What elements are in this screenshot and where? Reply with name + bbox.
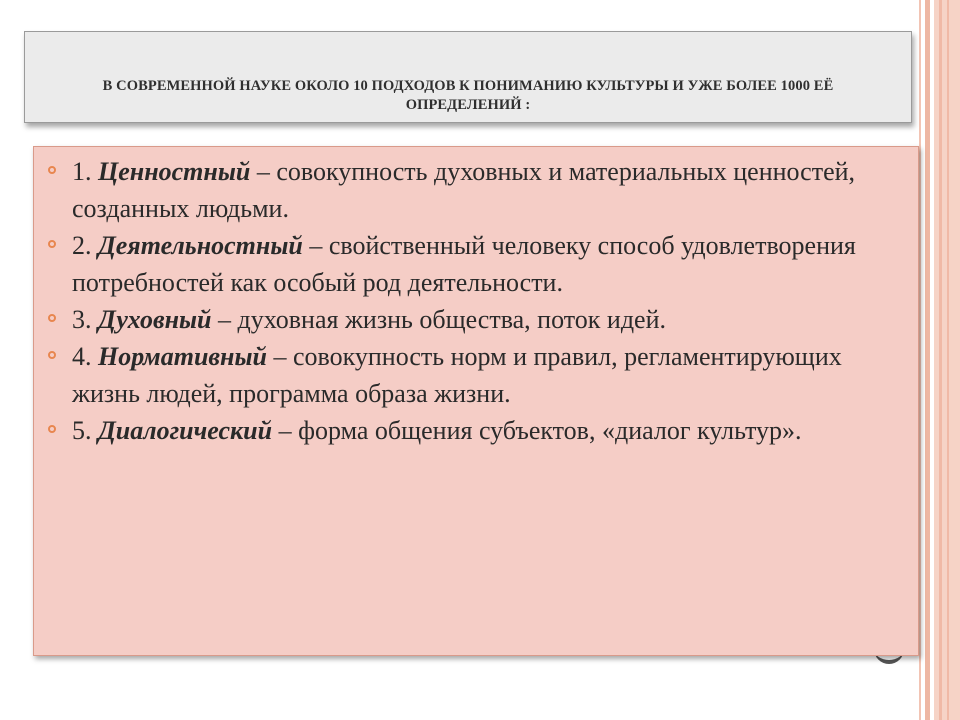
- decor-stripe: [925, 0, 930, 720]
- bullet-circle-icon: [48, 240, 56, 248]
- item-term: Деятельностный: [98, 231, 303, 260]
- decor-stripe: [919, 0, 921, 720]
- list-item: [72, 338, 912, 412]
- item-term: Духовный: [98, 305, 212, 334]
- item-term: Диалогический: [98, 416, 273, 445]
- content-box: [33, 146, 919, 656]
- item-number: 2.: [72, 231, 98, 260]
- bullet-circle-icon: [48, 425, 56, 433]
- approach-list: [72, 153, 912, 449]
- list-item: [72, 153, 912, 227]
- list-item: [72, 227, 912, 301]
- item-text: – совокупность духовных и материальных ценностей, созданных людьми.: [72, 157, 856, 223]
- item-text: – свойственный человеку способ удовлетворения потребностей как особый род деятельности.: [72, 231, 856, 297]
- decor-stripe-line: [939, 0, 942, 720]
- list-item: [72, 301, 912, 338]
- list-item: [72, 412, 912, 449]
- bullet-circle-icon: [48, 351, 56, 359]
- title-box: [24, 31, 912, 123]
- item-number: 3.: [72, 305, 98, 334]
- item-text: – совокупность норм и правил, регламентирующих жизнь людей, программа образа жизни.: [72, 342, 842, 408]
- item-number: 1.: [72, 157, 98, 186]
- item-text: – духовная жизнь общества, поток идей.: [211, 305, 666, 334]
- bullet-circle-icon: [48, 314, 56, 322]
- item-term: Ценностный: [98, 157, 251, 186]
- item-number: 4.: [72, 342, 98, 371]
- slide-title: В СОВРЕМЕННОЙ НАУКЕ ОКОЛО 10 ПОДХОДОВ К ПОНИМАНИЮ КУЛЬТУРЫ И УЖЕ БОЛЕЕ 1000 ЕЁ ОПРЕДЕЛЕНИЙ :: [102, 78, 834, 113]
- decor-stripe: [934, 0, 960, 720]
- item-term: Нормативный: [98, 342, 267, 371]
- decor-stripe-line: [947, 0, 949, 720]
- bullet-circle-icon: [48, 166, 56, 174]
- item-text: – форма общения субъектов, «диалог культур».: [272, 416, 802, 445]
- item-number: 5.: [72, 416, 98, 445]
